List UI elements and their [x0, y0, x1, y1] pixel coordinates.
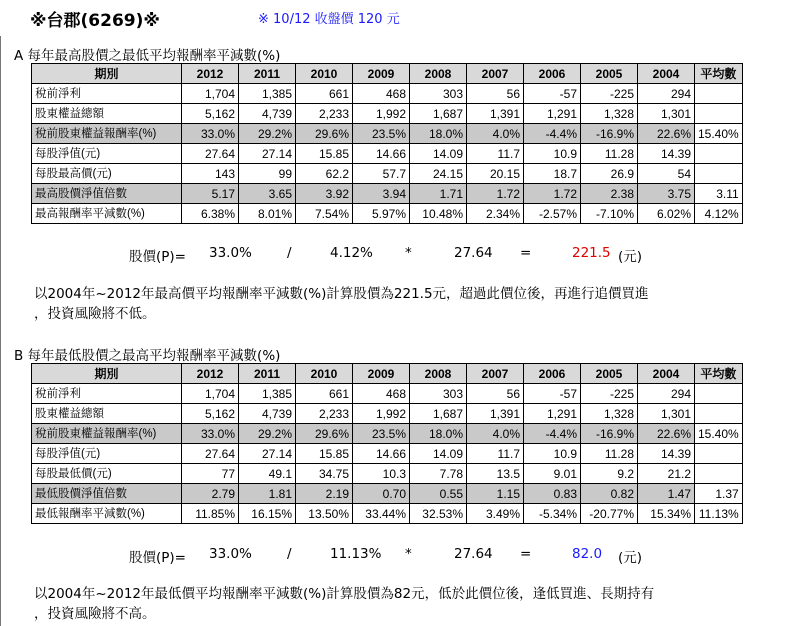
table-cell: 22.6% — [638, 424, 695, 444]
table-cell: 26.9 — [581, 164, 638, 184]
formula-equals: = — [520, 546, 532, 562]
header-row — [32, 364, 743, 384]
average-cell: 4.12% — [695, 204, 743, 224]
table-cell: 143 — [182, 164, 239, 184]
row-label: 稅前淨利 — [32, 84, 182, 104]
table-cell: 32.53% — [410, 504, 467, 524]
table-cell: 294 — [638, 84, 695, 104]
formula-divide: / — [287, 546, 292, 562]
table-cell: 4,739 — [239, 104, 296, 124]
table-cell: 3.75 — [638, 184, 695, 204]
table-cell: 11.85% — [182, 504, 239, 524]
header-year: 2006 — [524, 364, 581, 384]
average-cell — [695, 384, 743, 404]
formula-unit: (元) — [618, 550, 643, 566]
table-cell: 13.5 — [467, 464, 524, 484]
table-row — [32, 124, 743, 144]
formula-equals: = — [520, 245, 532, 261]
table-cell: 1.47 — [638, 484, 695, 504]
section-a-conclusion — [34, 284, 734, 324]
table-cell: 14.66 — [353, 444, 410, 464]
table-cell: 29.2% — [239, 424, 296, 444]
table-cell: 2,233 — [296, 104, 353, 124]
table-cell: 23.5% — [353, 424, 410, 444]
table-cell: 18.0% — [410, 424, 467, 444]
table-cell: 1,301 — [638, 104, 695, 124]
table-cell: 18.0% — [410, 124, 467, 144]
table-cell: -4.4% — [524, 124, 581, 144]
page-title: ※台郡(6269)※ — [30, 11, 160, 31]
header-year: 2012 — [182, 64, 239, 84]
header-year: 2005 — [581, 64, 638, 84]
formula-deflator: 4.12% — [330, 245, 373, 261]
table-cell: 1.72 — [467, 184, 524, 204]
formula-roe: 33.0% — [209, 546, 252, 562]
table-cell: -4.4% — [524, 424, 581, 444]
row-label: 最低報酬率平減數(%) — [32, 504, 182, 524]
table-cell: -225 — [581, 84, 638, 104]
table-cell: -225 — [581, 384, 638, 404]
conclusion-line-2: ，投資風險將不高。 — [34, 606, 156, 622]
table-cell: 468 — [353, 384, 410, 404]
table-row — [32, 204, 743, 224]
table-cell: 1,328 — [581, 404, 638, 424]
table-cell: 661 — [296, 84, 353, 104]
table-cell: 1,704 — [182, 384, 239, 404]
table-cell: 10.48% — [410, 204, 467, 224]
table-row — [32, 384, 743, 404]
formula-result: 82.0 — [572, 546, 603, 562]
table-cell: 27.14 — [239, 144, 296, 164]
table-cell: 3.94 — [353, 184, 410, 204]
average-cell: 1.37 — [695, 484, 743, 504]
average-cell — [695, 104, 743, 124]
table-cell: 1,385 — [239, 84, 296, 104]
table-cell: 15.34% — [638, 504, 695, 524]
table-cell: 303 — [410, 84, 467, 104]
table-cell: 14.66 — [353, 144, 410, 164]
table-cell: 33.0% — [182, 424, 239, 444]
table-cell: 18.7 — [524, 164, 581, 184]
table-cell: 1,391 — [467, 104, 524, 124]
table-cell: 24.15 — [410, 164, 467, 184]
table-cell: 0.83 — [524, 484, 581, 504]
table-cell: 1.15 — [467, 484, 524, 504]
header-year: 2011 — [239, 64, 296, 84]
table-cell: 99 — [239, 164, 296, 184]
row-label: 最高股價淨值倍數 — [32, 184, 182, 204]
table-row — [32, 404, 743, 424]
table-cell: 2,233 — [296, 404, 353, 424]
header-average: 平均數 — [695, 364, 743, 384]
table-cell: 49.1 — [239, 464, 296, 484]
table-cell: 5,162 — [182, 404, 239, 424]
table-cell: 15.85 — [296, 144, 353, 164]
table-cell: 0.55 — [410, 484, 467, 504]
average-cell: 15.40% — [695, 424, 743, 444]
table-cell: 303 — [410, 384, 467, 404]
table-cell: 468 — [353, 84, 410, 104]
table-cell: 1,992 — [353, 104, 410, 124]
section-b-conclusion — [34, 584, 734, 624]
table-row — [32, 164, 743, 184]
table-cell: -2.57% — [524, 204, 581, 224]
row-label: 稅前股東權益報酬率(%) — [32, 124, 182, 144]
table-cell: -57 — [524, 384, 581, 404]
header-average: 平均數 — [695, 64, 743, 84]
table-cell: 14.09 — [410, 444, 467, 464]
table-cell: 7.78 — [410, 464, 467, 484]
formula-label: 股價(P)= — [129, 249, 186, 265]
header-year: 2006 — [524, 64, 581, 84]
table-cell: -7.10% — [581, 204, 638, 224]
table-cell: 4.0% — [467, 124, 524, 144]
section-b-heading: B 每年最低股價之最高平均報酬率平減數(%) — [14, 348, 281, 364]
header-year: 2012 — [182, 364, 239, 384]
header-year: 2007 — [467, 64, 524, 84]
table-row — [32, 484, 743, 504]
table-cell: 11.7 — [467, 444, 524, 464]
average-cell: 11.13% — [695, 504, 743, 524]
table-cell: 1.72 — [524, 184, 581, 204]
closing-price-note: ※ 10/12 收盤價 120 元 — [258, 12, 400, 27]
table-cell: 0.70 — [353, 484, 410, 504]
table-cell: 2.38 — [581, 184, 638, 204]
table-row — [32, 84, 743, 104]
table-row — [32, 424, 743, 444]
formula-bvps: 27.64 — [454, 245, 493, 261]
table-row — [32, 444, 743, 464]
formula-multiply: * — [405, 546, 412, 562]
table-cell: 2.34% — [467, 204, 524, 224]
table-cell: 661 — [296, 384, 353, 404]
table-cell: 10.9 — [524, 444, 581, 464]
table-cell: 14.39 — [638, 444, 695, 464]
table-cell: 2.79 — [182, 484, 239, 504]
table-cell: 57.7 — [353, 164, 410, 184]
table-cell: 1,291 — [524, 404, 581, 424]
average-cell — [695, 444, 743, 464]
table-cell: 1,704 — [182, 84, 239, 104]
table-cell: 1,385 — [239, 384, 296, 404]
table-cell: 20.15 — [467, 164, 524, 184]
table-cell: 1,687 — [410, 104, 467, 124]
table-row — [32, 144, 743, 164]
table-cell: 10.9 — [524, 144, 581, 164]
table-cell: 1.81 — [239, 484, 296, 504]
formula-roe: 33.0% — [209, 245, 252, 261]
table-cell: 1,291 — [524, 104, 581, 124]
header-period: 期別 — [32, 64, 182, 84]
table-cell: 1.71 — [410, 184, 467, 204]
table-cell: 10.3 — [353, 464, 410, 484]
table-cell: 13.50% — [296, 504, 353, 524]
table-cell: 29.6% — [296, 124, 353, 144]
table-cell: 8.01% — [239, 204, 296, 224]
section-b-table — [31, 363, 743, 524]
table-cell: 2.19 — [296, 484, 353, 504]
table-cell: 3.49% — [467, 504, 524, 524]
conclusion-line-1: 以2004年~2012年最低價平均報酬率平減數(%)計算股價為82元，低於此價位後，逢低買進、長期持有 — [34, 586, 655, 602]
header-year: 2008 — [410, 364, 467, 384]
formula-label: 股價(P)= — [129, 550, 186, 566]
average-cell — [695, 84, 743, 104]
conclusion-line-1: 以2004年~2012年最高價平均報酬率平減數(%)計算股價為221.5元，超過此價位後，再進行追價買進 — [34, 286, 649, 302]
row-label: 每股最高價(元) — [32, 164, 182, 184]
table-cell: 294 — [638, 384, 695, 404]
table-cell: 1,328 — [581, 104, 638, 124]
table-cell: 7.54% — [296, 204, 353, 224]
table-cell: 9.01 — [524, 464, 581, 484]
average-cell: 15.40% — [695, 124, 743, 144]
table-cell: 33.44% — [353, 504, 410, 524]
table-cell: -57 — [524, 84, 581, 104]
header-year: 2010 — [296, 64, 353, 84]
table-cell: 27.64 — [182, 144, 239, 164]
left-border-line — [0, 36, 1, 626]
table-cell: 33.0% — [182, 124, 239, 144]
table-cell: 4,739 — [239, 404, 296, 424]
row-label: 稅前股東權益報酬率(%) — [32, 424, 182, 444]
header-year: 2004 — [638, 64, 695, 84]
table-cell: 21.2 — [638, 464, 695, 484]
table-cell: 62.2 — [296, 164, 353, 184]
table-cell: 4.0% — [467, 424, 524, 444]
table-cell: 27.64 — [182, 444, 239, 464]
formula-multiply: * — [405, 245, 412, 261]
formula-result: 221.5 — [572, 245, 611, 261]
average-cell — [695, 404, 743, 424]
table-cell: 14.39 — [638, 144, 695, 164]
table-cell: 56 — [467, 84, 524, 104]
header-period: 期別 — [32, 364, 182, 384]
table-cell: 11.28 — [581, 444, 638, 464]
header-row — [32, 64, 743, 84]
table-cell: 29.6% — [296, 424, 353, 444]
row-label: 每股淨值(元) — [32, 144, 182, 164]
table-row — [32, 504, 743, 524]
table-cell: 22.6% — [638, 124, 695, 144]
table-cell: -16.9% — [581, 124, 638, 144]
table-cell: 3.92 — [296, 184, 353, 204]
row-label: 股東權益總額 — [32, 404, 182, 424]
formula-bvps: 27.64 — [454, 546, 493, 562]
table-row — [32, 184, 743, 204]
table-cell: 77 — [182, 464, 239, 484]
table-cell: 29.2% — [239, 124, 296, 144]
table-cell: 1,301 — [638, 404, 695, 424]
average-cell — [695, 464, 743, 484]
table-cell: 5,162 — [182, 104, 239, 124]
row-label: 最高報酬率平減數(%) — [32, 204, 182, 224]
header-year: 2009 — [353, 364, 410, 384]
table-cell: 14.09 — [410, 144, 467, 164]
average-cell — [695, 144, 743, 164]
row-label: 每股淨值(元) — [32, 444, 182, 464]
table-cell: 0.82 — [581, 484, 638, 504]
section-a-heading: A 每年最高股價之最低平均報酬率平減數(%) — [14, 48, 281, 64]
table-cell: 6.38% — [182, 204, 239, 224]
table-cell: 56 — [467, 384, 524, 404]
table-cell: -5.34% — [524, 504, 581, 524]
table-cell: 3.65 — [239, 184, 296, 204]
table-cell: 5.17 — [182, 184, 239, 204]
table-cell: 23.5% — [353, 124, 410, 144]
header-year: 2010 — [296, 364, 353, 384]
row-label: 股東權益總額 — [32, 104, 182, 124]
table-cell: 15.85 — [296, 444, 353, 464]
table-row — [32, 104, 743, 124]
row-label: 稅前淨利 — [32, 384, 182, 404]
table-cell: 54 — [638, 164, 695, 184]
table-cell: 9.2 — [581, 464, 638, 484]
table-cell: 11.7 — [467, 144, 524, 164]
average-cell: 3.11 — [695, 184, 743, 204]
table-cell: 16.15% — [239, 504, 296, 524]
section-a-formula — [0, 245, 800, 265]
table-cell: 1,687 — [410, 404, 467, 424]
table-cell: -20.77% — [581, 504, 638, 524]
header-year: 2011 — [239, 364, 296, 384]
conclusion-line-2: ，投資風險將不低。 — [34, 306, 156, 322]
header-year: 2004 — [638, 364, 695, 384]
table-row — [32, 464, 743, 484]
average-cell — [695, 164, 743, 184]
header-year: 2008 — [410, 64, 467, 84]
table-cell: 5.97% — [353, 204, 410, 224]
table-cell: 1,992 — [353, 404, 410, 424]
header-year: 2007 — [467, 364, 524, 384]
header-year: 2005 — [581, 364, 638, 384]
table-cell: 1,391 — [467, 404, 524, 424]
table-cell: -16.9% — [581, 424, 638, 444]
table-cell: 27.14 — [239, 444, 296, 464]
formula-deflator: 11.13% — [330, 546, 382, 562]
table-cell: 11.28 — [581, 144, 638, 164]
formula-divide: / — [287, 245, 292, 261]
table-cell: 34.75 — [296, 464, 353, 484]
header-year: 2009 — [353, 64, 410, 84]
section-b-formula — [0, 546, 800, 566]
section-a-table — [31, 63, 743, 224]
formula-unit: (元) — [618, 249, 643, 265]
table-cell: 6.02% — [638, 204, 695, 224]
row-label: 每股最低價(元) — [32, 464, 182, 484]
row-label: 最低股價淨值倍數 — [32, 484, 182, 504]
